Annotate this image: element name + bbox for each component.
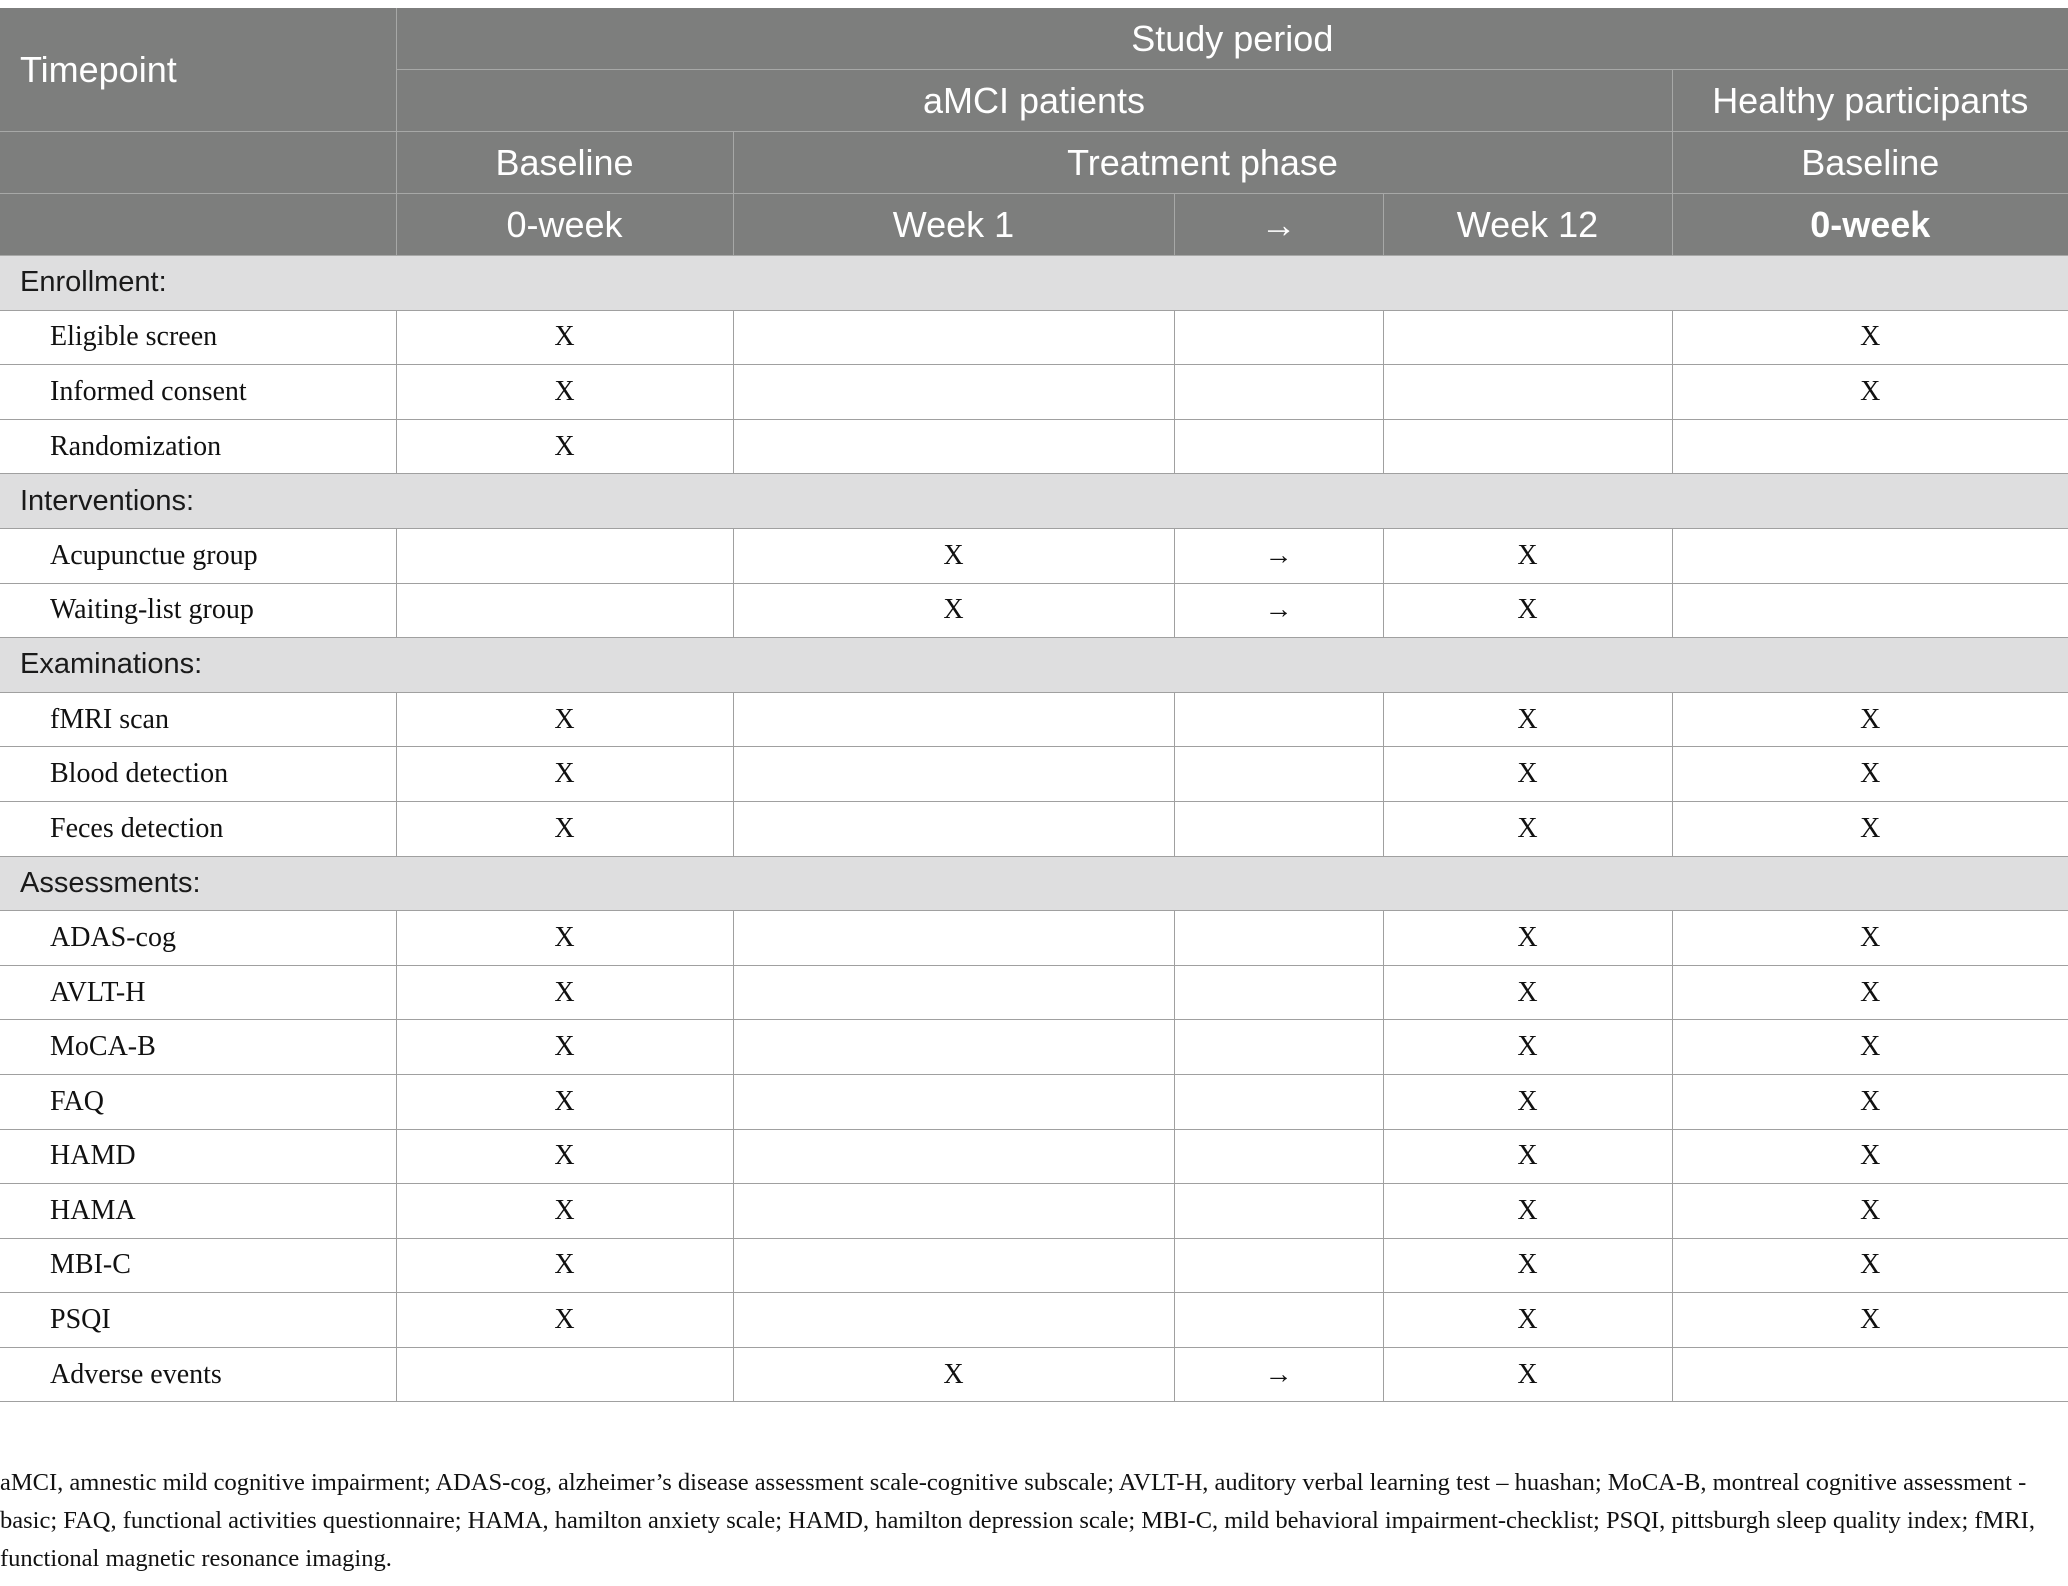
- table-cell: [733, 419, 1174, 474]
- table-cell: X: [396, 1074, 733, 1129]
- table-cell: X: [1672, 1074, 2068, 1129]
- table-cell: [1174, 801, 1383, 856]
- table-cell: X: [733, 528, 1174, 583]
- row-label: FAQ: [0, 1074, 396, 1129]
- table-cell: X: [1383, 528, 1672, 583]
- table-cell: [733, 1129, 1174, 1184]
- table-cell: X: [1383, 747, 1672, 802]
- table-cell: X: [396, 1129, 733, 1184]
- table-cell: X: [1383, 801, 1672, 856]
- header-row-weeks: [0, 194, 2068, 256]
- table-cell: [1174, 747, 1383, 802]
- table-cell: X: [1672, 1238, 2068, 1293]
- table-row: [0, 1238, 2068, 1293]
- table-row: [0, 310, 2068, 365]
- table-cell: X: [1383, 583, 1672, 638]
- table-cell: [1174, 310, 1383, 365]
- table-row: [0, 1293, 2068, 1348]
- table-cell: [1174, 1293, 1383, 1348]
- table-cell: [396, 583, 733, 638]
- table-cell: X: [396, 365, 733, 420]
- table-cell: [733, 310, 1174, 365]
- section-row: [0, 256, 2068, 311]
- table-cell: [1174, 911, 1383, 966]
- table-cell: X: [733, 583, 1174, 638]
- table-cell: [1174, 692, 1383, 747]
- table-row: [0, 528, 2068, 583]
- row-label: MBI-C: [0, 1238, 396, 1293]
- table-cell: X: [1672, 747, 2068, 802]
- header-week1: Week 1: [733, 194, 1174, 256]
- table-cell: X: [1672, 1184, 2068, 1239]
- table-cell: [1174, 965, 1383, 1020]
- table-cell: X: [396, 911, 733, 966]
- table-row: [0, 1347, 2068, 1402]
- table-cell: [733, 1074, 1174, 1129]
- table-row: [0, 1129, 2068, 1184]
- table-row: [0, 965, 2068, 1020]
- table-cell: [733, 365, 1174, 420]
- table-cell: X: [1672, 365, 2068, 420]
- table-row: [0, 1020, 2068, 1075]
- schedule-table: [0, 8, 2068, 1402]
- table-cell: X: [1383, 1184, 1672, 1239]
- table-cell: X: [1672, 801, 2068, 856]
- table-cell: [733, 911, 1174, 966]
- table-cell: X: [1383, 692, 1672, 747]
- table-cell: X: [396, 965, 733, 1020]
- header-baseline-amci: Baseline: [396, 132, 733, 194]
- table-cell: [1174, 1129, 1383, 1184]
- table-cell: X: [1672, 911, 2068, 966]
- table-row: [0, 419, 2068, 474]
- table-cell: →: [1174, 583, 1383, 638]
- table-row: [0, 747, 2068, 802]
- row-label: Feces detection: [0, 801, 396, 856]
- table-cell: X: [1672, 1293, 2068, 1348]
- table-cell: [1383, 310, 1672, 365]
- row-label: AVLT-H: [0, 965, 396, 1020]
- header-empty-cell: [0, 194, 396, 256]
- table-body: [0, 256, 2068, 1402]
- table-cell: →: [1174, 1347, 1383, 1402]
- table-cell: [1174, 1074, 1383, 1129]
- row-label: HAMA: [0, 1184, 396, 1239]
- table-cell: [733, 1238, 1174, 1293]
- table-row: [0, 911, 2068, 966]
- table-cell: [1174, 1020, 1383, 1075]
- header-healthy-participants: Healthy participants: [1672, 70, 2068, 132]
- table-row: [0, 365, 2068, 420]
- table-footnote: aMCI, amnestic mild cognitive impairment; ADAS-cog, alzheimer’s disease assessment scale-cognitive subscale; AVLT-H, auditory verbal learning test – huashan; MoCA-B, montreal cognitive assessment - basic; FAQ, functional activities questionnaire; HAMA, hamilton anxiety scale; HAMD, hamilton depression scale; MBI-C, mild behavioral impairment-checklist; PSQI, pittsburgh sleep quality index; fMRI, functional magnetic resonance imaging.: [0, 1469, 2035, 1572]
- table-cell: X: [396, 1184, 733, 1239]
- section-title: Assessments:: [0, 856, 2068, 911]
- table-cell: [733, 801, 1174, 856]
- table-row: [0, 583, 2068, 638]
- header-arrow: →: [1174, 194, 1383, 256]
- table-cell: X: [1672, 1129, 2068, 1184]
- table-cell: [1174, 1184, 1383, 1239]
- row-label: Acupunctue group: [0, 528, 396, 583]
- table-cell: [733, 692, 1174, 747]
- table-cell: X: [396, 801, 733, 856]
- table-cell: [1174, 1238, 1383, 1293]
- section-row: [0, 638, 2068, 693]
- table-row: [0, 1184, 2068, 1239]
- table-cell: [1672, 419, 2068, 474]
- header-row-phases: [0, 132, 2068, 194]
- table-cell: X: [396, 747, 733, 802]
- section-title: Examinations:: [0, 638, 2068, 693]
- table-cell: X: [1672, 965, 2068, 1020]
- table-cell: X: [1672, 310, 2068, 365]
- table-cell: [733, 1293, 1174, 1348]
- section-title: Enrollment:: [0, 256, 2068, 311]
- row-label: PSQI: [0, 1293, 396, 1348]
- table-cell: [396, 1347, 733, 1402]
- table-cell: X: [396, 1020, 733, 1075]
- header-treatment-phase: Treatment phase: [733, 132, 1672, 194]
- table-cell: →: [1174, 528, 1383, 583]
- section-title: Interventions:: [0, 474, 2068, 529]
- table-row: [0, 1074, 2068, 1129]
- row-label: ADAS-cog: [0, 911, 396, 966]
- header-0week-amci: 0-week: [396, 194, 733, 256]
- table-cell: [733, 1184, 1174, 1239]
- table-cell: [396, 528, 733, 583]
- section-row: [0, 474, 2068, 529]
- table-cell: [1174, 365, 1383, 420]
- table-cell: [1174, 419, 1383, 474]
- row-label: fMRI scan: [0, 692, 396, 747]
- table-cell: X: [1383, 1347, 1672, 1402]
- table-cell: X: [1672, 692, 2068, 747]
- row-label: Randomization: [0, 419, 396, 474]
- header-row-study-period: [0, 8, 2068, 70]
- row-label: Blood detection: [0, 747, 396, 802]
- table-cell: X: [1383, 911, 1672, 966]
- table-cell: [1672, 528, 2068, 583]
- table-cell: X: [733, 1347, 1174, 1402]
- row-label: HAMD: [0, 1129, 396, 1184]
- section-row: [0, 856, 2068, 911]
- header-week12: Week 12: [1383, 194, 1672, 256]
- header-empty-cell: [0, 132, 396, 194]
- table-cell: X: [1672, 1020, 2068, 1075]
- header-amci-patients: aMCI patients: [396, 70, 1672, 132]
- table-cell: X: [1383, 1293, 1672, 1348]
- table-row: [0, 801, 2068, 856]
- header-0week-healthy: 0-week: [1672, 194, 2068, 256]
- table-cell: [733, 965, 1174, 1020]
- table-cell: X: [1383, 1129, 1672, 1184]
- table-cell: [733, 747, 1174, 802]
- row-label: Informed consent: [0, 365, 396, 420]
- table-row: [0, 692, 2068, 747]
- table-header: [0, 8, 2068, 256]
- table-cell: [1383, 419, 1672, 474]
- table-cell: X: [1383, 1074, 1672, 1129]
- row-label: MoCA-B: [0, 1020, 396, 1075]
- table-cell: [1672, 583, 2068, 638]
- header-baseline-healthy: Baseline: [1672, 132, 2068, 194]
- table-cell: X: [396, 310, 733, 365]
- table-cell: [1672, 1347, 2068, 1402]
- table-cell: X: [396, 1238, 733, 1293]
- table-cell: X: [1383, 965, 1672, 1020]
- header-study-period: Study period: [396, 8, 2068, 70]
- table-cell: [733, 1020, 1174, 1075]
- table-cell: X: [1383, 1238, 1672, 1293]
- table-cell: X: [396, 419, 733, 474]
- table-cell: X: [1383, 1020, 1672, 1075]
- row-label: Adverse events: [0, 1347, 396, 1402]
- row-label: Waiting-list group: [0, 583, 396, 638]
- table-cell: X: [396, 1293, 733, 1348]
- row-label: Eligible screen: [0, 310, 396, 365]
- table-cell: X: [396, 692, 733, 747]
- header-timepoint: Timepoint: [0, 8, 396, 132]
- table-cell: [1383, 365, 1672, 420]
